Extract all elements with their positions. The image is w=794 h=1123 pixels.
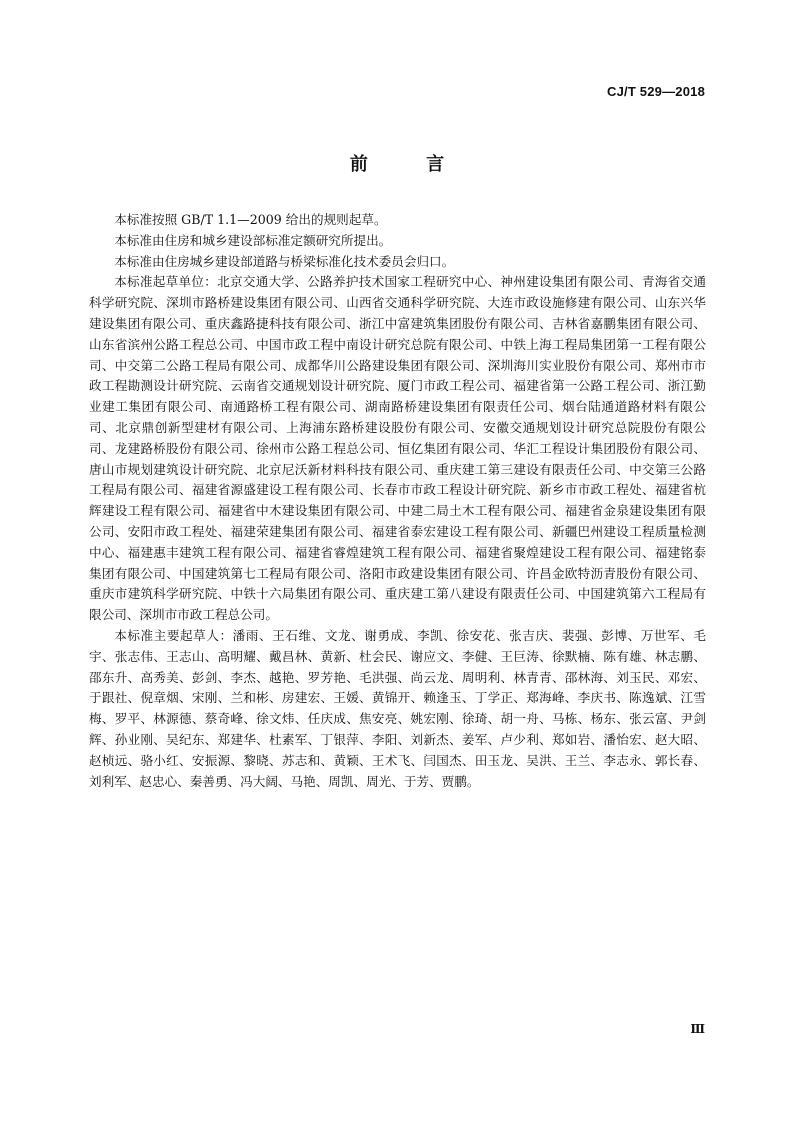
page-number: Ⅲ [690, 1022, 705, 1036]
paragraph-drafting-units: 本标准起草单位：北京交通大学、公路养护技术国家工程研究中心、神州建设集团有限公司、青海省交通科学研究院、深圳市路桥建设集团有限公司、山西省交通科学研究院、大连市政设施修建有限公司、山东兴华建设集团有限公司、重庆鑫路捷科技有限公司、浙江中富建筑集团股份有限公司、吉林省嘉鹏集团有限公司、山东省滨州公路工程总公司、中国市政工程中南设计研究总院有限公司、中铁上海工程局集团第一工程有限公司、中交第二公路工程局有限公司、成都华川公路建设集团有限公司、深圳海川实业股份有限公司、郑州市市政工程勘测设计研究院、云南省交通规划设计研究院、厦门市政工程公司、福建省第一公路工程公司、浙江勤业建工集团有限公司、南通路桥工程有限公司、湖南路桥建设集团有限责任公司、烟台陆通道路材料有限公司、北京鼎创新型建材有限公司、上海浦东路桥建设股份有限公司、安徽交通规划设计研究总院股份有限公司、龙建路桥股份有限公司、徐州市公路工程总公司、恒亿集团有限公司、华汇工程设计集团股份有限公司、唐山市规划建筑设计研究院、北京尼沃新材料科技有限公司、重庆建工第三建设有限责任公司、中交第三公路工程局有限公司、福建省源盛建设工程有限公司、长春市市政工程设计研究院、新乡市市政工程处、福建省杭辉建设工程有限公司、福建省中木建设集团有限公司、中建二局土木工程有限公司、福建省金泉建设集团有限公司、安阳市政工程处、福建荣建集团有限公司、福建省泰宏建设工程有限公司、新疆巴州建设工程质量检测中心、福建惠丰建筑工程有限公司、福建省睿煌建筑工程有限公司、福建省聚煌建设工程有限公司、福建铭泰集团有限公司、中国建筑第七工程局有限公司、洛阳市政建设集团有限公司、许昌金欧特沥青股份有限公司、重庆市建筑科学研究院、中铁十六局集团有限公司、重庆建工第八建设有限责任公司、中国建筑第六工程局有限公司、深圳市市政工程总公司。 [89, 274, 706, 623]
foreword-body [89, 210, 706, 792]
paragraph-committee: 本标准由住房城乡建设部道路与桥梁标准化技术委员会归口。 [114, 253, 455, 269]
paragraph-drafting-rules: 本标准按照 GB/T 1.1—2009 给出的规则起草。 [114, 212, 387, 227]
paragraph-proposer: 本标准由住房和城乡建设部标准定额研究所提出。 [114, 232, 392, 248]
paragraph-drafters: 本标准主要起草人：潘雨、王石维、文龙、谢勇成、李凯、徐安花、张吉庆、裴强、彭博、万世军、毛宇、张志伟、王志山、高明耀、戴昌林、黄新、杜会民、谢应文、李健、王巨涛、徐默楠、陈有雄、林志鹏、邵东升、高秀美、彭剑、李杰、越艳、罗芳艳、毛洪强、尚云龙、周明利、林青青、邵林海、刘玉民、邓宏、于跟社、倪章烟、宋刚、兰和彬、房建宏、王媛、黄锦开、赖逢玉、丁学正、郑海峰、李庆书、陈逸斌、江雪梅、罗平、林源德、蔡奇峰、徐文炜、任庆成、焦安亮、姚宏刚、徐琦、胡一舟、马栋、杨东、张云富、尹剑辉、孙业刚、吴纪东、郑建华、杜素军、丁银萍、李阳、刘新杰、姜军、卢少利、郑如岩、潘怡宏、赵大昭、赵桢远、骆小红、安振源、黎晓、苏志和、黄颖、王术飞、闫国杰、田玉龙、吴洪、王兰、李志永、郭长春、刘利军、赵忠心、秦善勇、冯大阔、马艳、周凯、周光、于芳、贾鹏。 [89, 627, 706, 789]
page-title: 前 言 [349, 154, 471, 175]
document-code: CJ/T 529—2018 [607, 84, 705, 99]
